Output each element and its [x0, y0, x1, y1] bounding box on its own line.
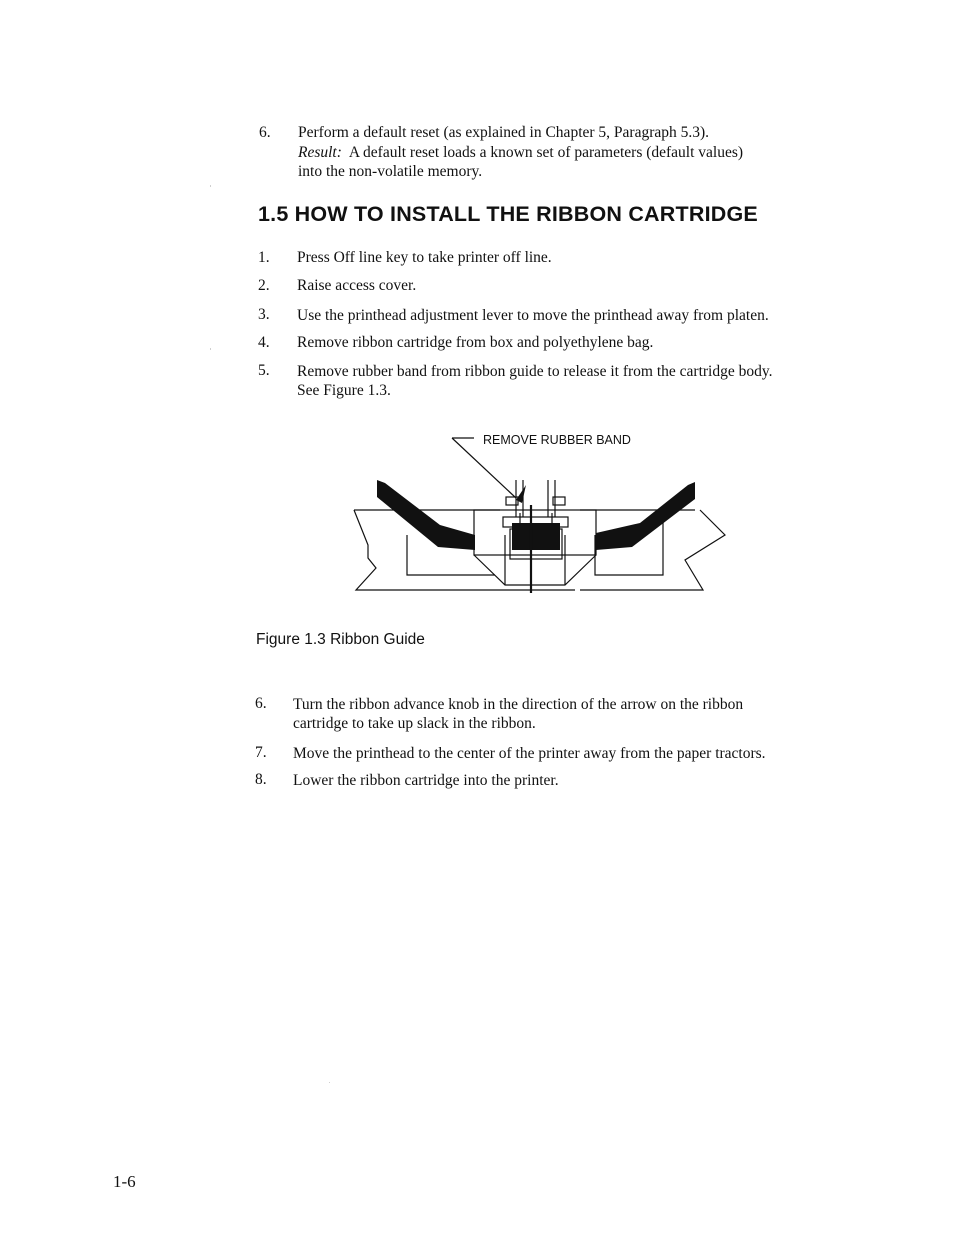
step-number: 7.	[255, 744, 267, 761]
step-number: 1.	[258, 249, 270, 266]
figure-caption: Figure 1.3 Ribbon Guide	[256, 631, 425, 648]
step-number: 2.	[258, 277, 270, 294]
step-text: Remove rubber band from ribbon guide to release it from the cartridge body.	[297, 363, 773, 380]
step-text: Raise access cover.	[297, 277, 417, 294]
step-text-continued: cartridge to take up slack in the ribbon.	[293, 715, 536, 732]
scan-speck	[329, 1082, 330, 1083]
result-label: Result:	[298, 144, 342, 161]
scan-speck	[210, 348, 211, 350]
step-number: 3.	[258, 306, 270, 323]
step-text: Move the printhead to the center of the printer away from the paper tractors.	[293, 745, 766, 762]
step-text-continued: into the non-volatile memory.	[298, 163, 483, 180]
step-text-continued: See Figure 1.3.	[297, 382, 391, 399]
section-heading: 1.5 HOW TO INSTALL THE RIBBON CARTRIDGE	[258, 202, 758, 226]
step-text: Press Off line key to take printer off line.	[297, 249, 552, 266]
scan-speck	[210, 185, 211, 187]
step-number: 8.	[255, 771, 267, 788]
step-text: Perform a default reset (as explained in Chapter 5, Paragraph 5.3).	[298, 124, 710, 141]
callout-leader	[452, 438, 516, 498]
step-number: 6.	[255, 695, 267, 712]
step-result	[298, 143, 743, 162]
step-number: 5.	[258, 362, 270, 379]
result-text: A default reset loads a known set of parameters (default values)	[348, 144, 744, 161]
step-text: Turn the ribbon advance knob in the direction of the arrow on the ribbon	[293, 696, 744, 713]
ribbon-guide-figure	[340, 425, 740, 600]
step-text: Remove ribbon cartridge from box and polyethylene bag.	[297, 334, 654, 351]
step-number: 4.	[258, 334, 270, 351]
figure-callout: REMOVE RUBBER BAND	[483, 433, 631, 447]
page-number: 1-6	[113, 1172, 136, 1191]
step-text: Lower the ribbon cartridge into the printer.	[293, 772, 559, 789]
step-text: Use the printhead adjustment lever to move the printhead away from platen.	[297, 307, 769, 324]
step-number: 6.	[259, 124, 271, 141]
